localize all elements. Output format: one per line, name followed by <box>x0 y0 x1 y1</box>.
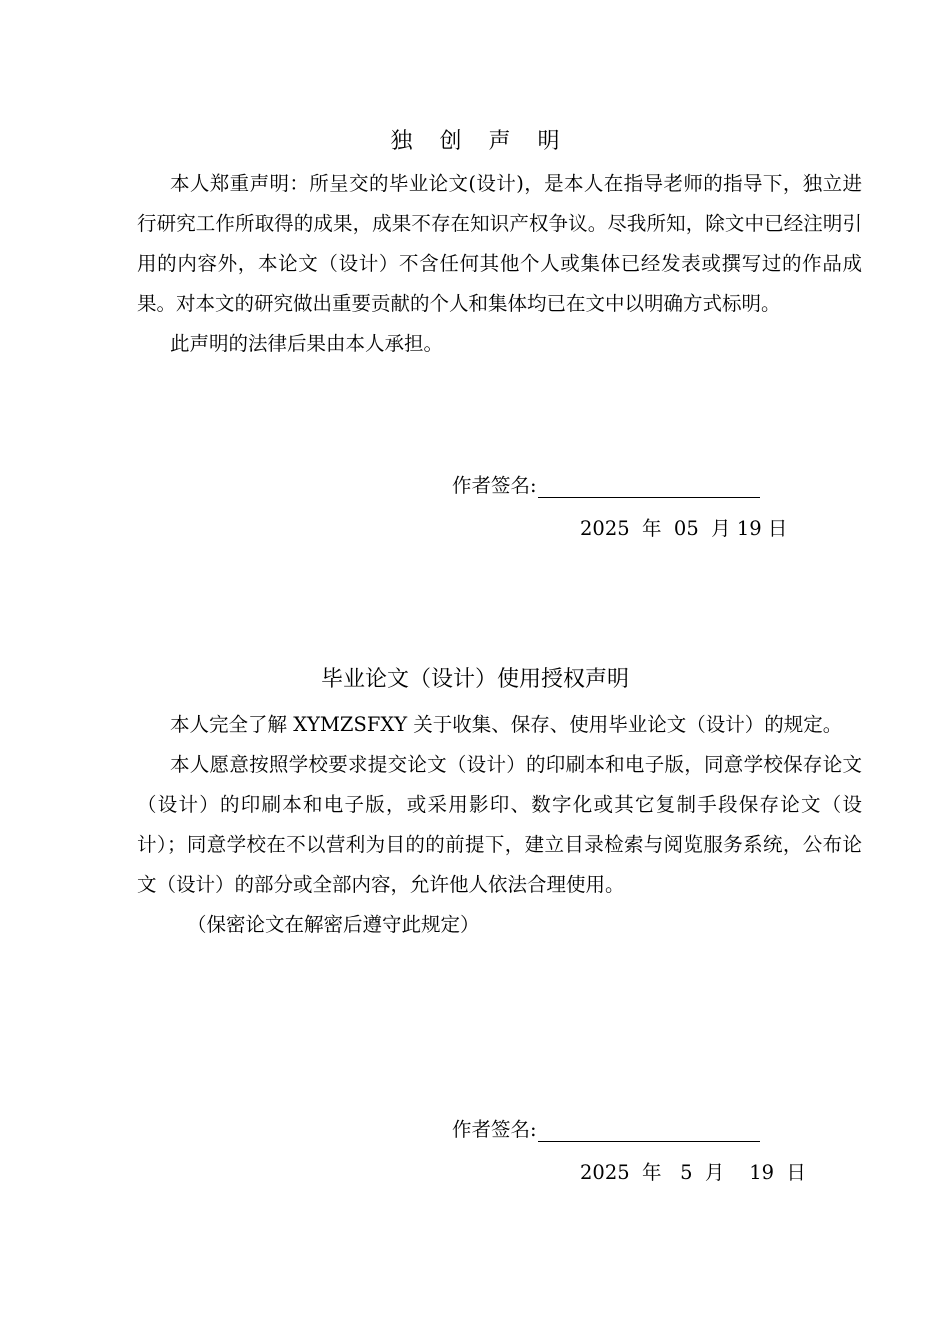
declaration-body <box>137 164 862 364</box>
authorization-paragraph: 本人愿意按照学校要求提交论文（设计）的印刷本和电子版，同意学校保存论文（设计）的印刷本和电子版，或采用影印、数字化或其它复制手段保存论文（设计）；同意学校在不以营利为目的的前提下，建立目录检索与阅览服务系统，公布论文（设计）的部分或全部内容，允许他人依法合理使用。 <box>137 753 862 896</box>
authorization-signature-row <box>452 1106 760 1142</box>
declaration-title: 独 创 声 明 <box>390 129 570 154</box>
authorization-date: 2025 年 5 月 19 日 <box>580 1161 806 1184</box>
authorization-title: 毕业论文（设计）使用授权声明 <box>320 667 629 692</box>
signature-label: 作者签名: <box>452 1118 537 1141</box>
authorization-body <box>137 705 862 945</box>
declaration-paragraph: 此声明的法律后果由本人承担。 <box>170 332 444 355</box>
signature-label: 作者签名: <box>452 474 537 497</box>
authorization-paragraph: 本人完全了解 XYMZSFXY 关于收集、保存、使用毕业论文（设计）的规定。 <box>170 713 843 736</box>
confidential-note: （保密论文在解密后遵守此规定） <box>187 913 480 936</box>
declaration-paragraph: 本人郑重声明：所呈交的毕业论文(设计)，是本人在指导老师的指导下，独立进行研究工作所取得的成果，成果不存在知识产权争议。尽我所知，除文中已经注明引用的内容外，本论文（设计）不含任何其他个人或集体已经发表或撰写过的作品成果。对本文的研究做出重要贡献的个人和集体均已在文中以明确方式标明。 <box>137 172 862 315</box>
signature-line <box>538 1115 760 1142</box>
declaration-date: 2025 年 05 月 19 日 <box>580 517 788 540</box>
declaration-signature-row <box>452 462 760 498</box>
signature-line <box>538 471 760 498</box>
